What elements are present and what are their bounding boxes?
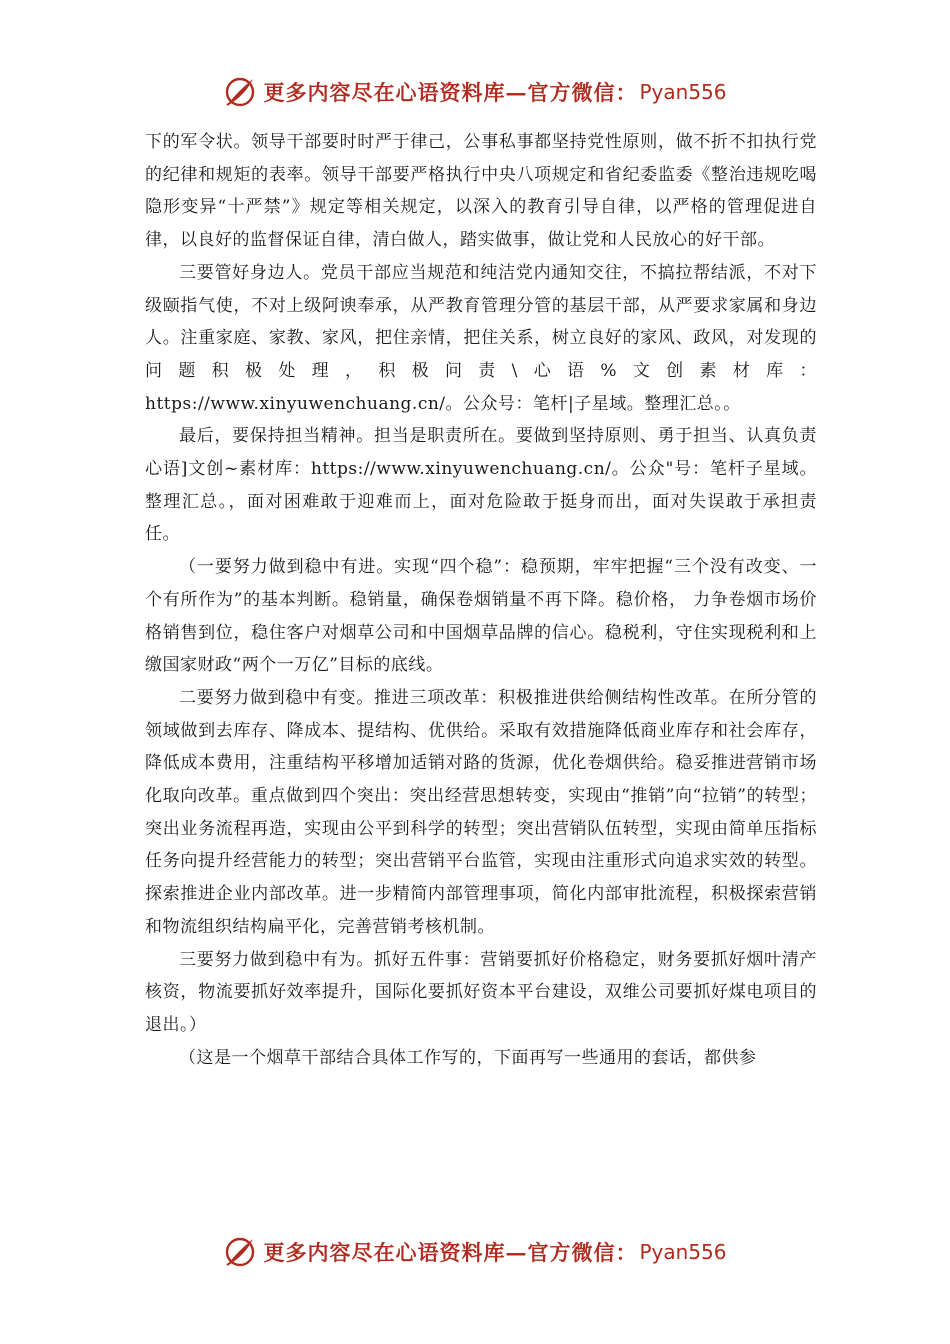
document-body bbox=[145, 126, 817, 1074]
footer-banner-text: 更多内容尽在心语资料库—官方微信： bbox=[263, 1240, 638, 1265]
paragraph-1: 下的军令状。领导干部要时时严于律己，公事私事都坚持党性原则，做不折不扣执行党的纪律和规矩的表率。领导干部要严格执行中央八项规定和省纪委监委《整治违规吃喝隐形变异“十严禁”》规定等相关规定，以深入的教育引导自律，以严格的管理促进自律，以良好的监督保证自律，清白做人，踏实做事，做让党和人民放心的好干部。 bbox=[145, 132, 817, 251]
footer-banner-wechat-id: Pyan556 bbox=[639, 1240, 727, 1264]
header-banner-text: 更多内容尽在心语资料库—官方微信： bbox=[263, 80, 638, 105]
header-banner bbox=[0, 70, 950, 114]
header-banner-wechat-id: Pyan556 bbox=[639, 80, 727, 104]
quill-logo-icon bbox=[223, 75, 257, 109]
paragraph-4: （一要努力做到稳中有进。实现“四个稳”：稳预期，牢牢把握“三个没有改变、一个有所作为”的基本判断。稳销量，确保卷烟销量不再下降。稳价格， 力争卷烟市场价格销售到位，稳住客户对烟草公司和中国烟草品牌的信心。稳税利，守住实现税利和上缴国家财政“两个一万亿”目标的底线。 bbox=[145, 557, 817, 676]
paragraph-7: （这是一个烟草干部结合具体工作写的，下面再写一些通用的套话，都供参 bbox=[179, 1047, 757, 1068]
paragraph-2: 三要管好身边人。党员干部应当规范和纯洁党内通知交往，不搞拉帮结派，不对下级颐指气使，不对上级阿谀奉承，从严教育管理分管的基层干部，从严要求家属和身边人。注重家庭、家教、家风，把住亲情，把住关系，树立良好的家风、政风，对发现的问题积极处理，积极问责\心语%文创素材库：https://www.xinyuwenchuang.cn/。公众号：笔杆|子星域。整理汇总。。 bbox=[145, 262, 817, 414]
paragraph-5: 二要努力做到稳中有变。推进三项改革：积极推进供给侧结构性改革。在所分管的领域做到去库存、降成本、提结构、优供给。采取有效措施降低商业库存和社会库存，降低成本费用，注重结构平移增加适销对路的货源，优化卷烟供给。稳妥推进营销市场化取向改革。重点做到四个突出：突出经营思想转变，实现由“推销”向“拉销”的转型；突出业务流程再造，实现由公平到科学的转型；突出营销队伍转型，实现由简单压指标任务向提升经营能力的转型；突出营销平台监管，实现由注重形式向追求实效的转型。探索推进企业内部改革。进一步精简内部管理事项，简化内部审批流程，积极探索营销和物流组织结构扁平化，完善营销考核机制。 bbox=[145, 687, 817, 937]
quill-logo-icon bbox=[223, 1235, 257, 1269]
paragraph-6: 三要努力做到稳中有为。抓好五件事：营销要抓好价格稳定，财务要抓好烟叶清产核资，物流要抓好效率提升，国际化要抓好资本平台建设，双维公司要抓好煤电项目的退出。） bbox=[145, 949, 817, 1035]
paragraph-3: 最后，要保持担当精神。担当是职责所在。要做到坚持原则、勇于担当、认真负责心语]文创~素材库：https://www.xinyuwenchuang.cn/。公众"号：笔杆子星域。整理汇总。，面对困难敢于迎难而上，面对危险敢于挺身而出，面对失误敢于承担责任。 bbox=[145, 426, 817, 545]
footer-banner bbox=[0, 1230, 950, 1274]
